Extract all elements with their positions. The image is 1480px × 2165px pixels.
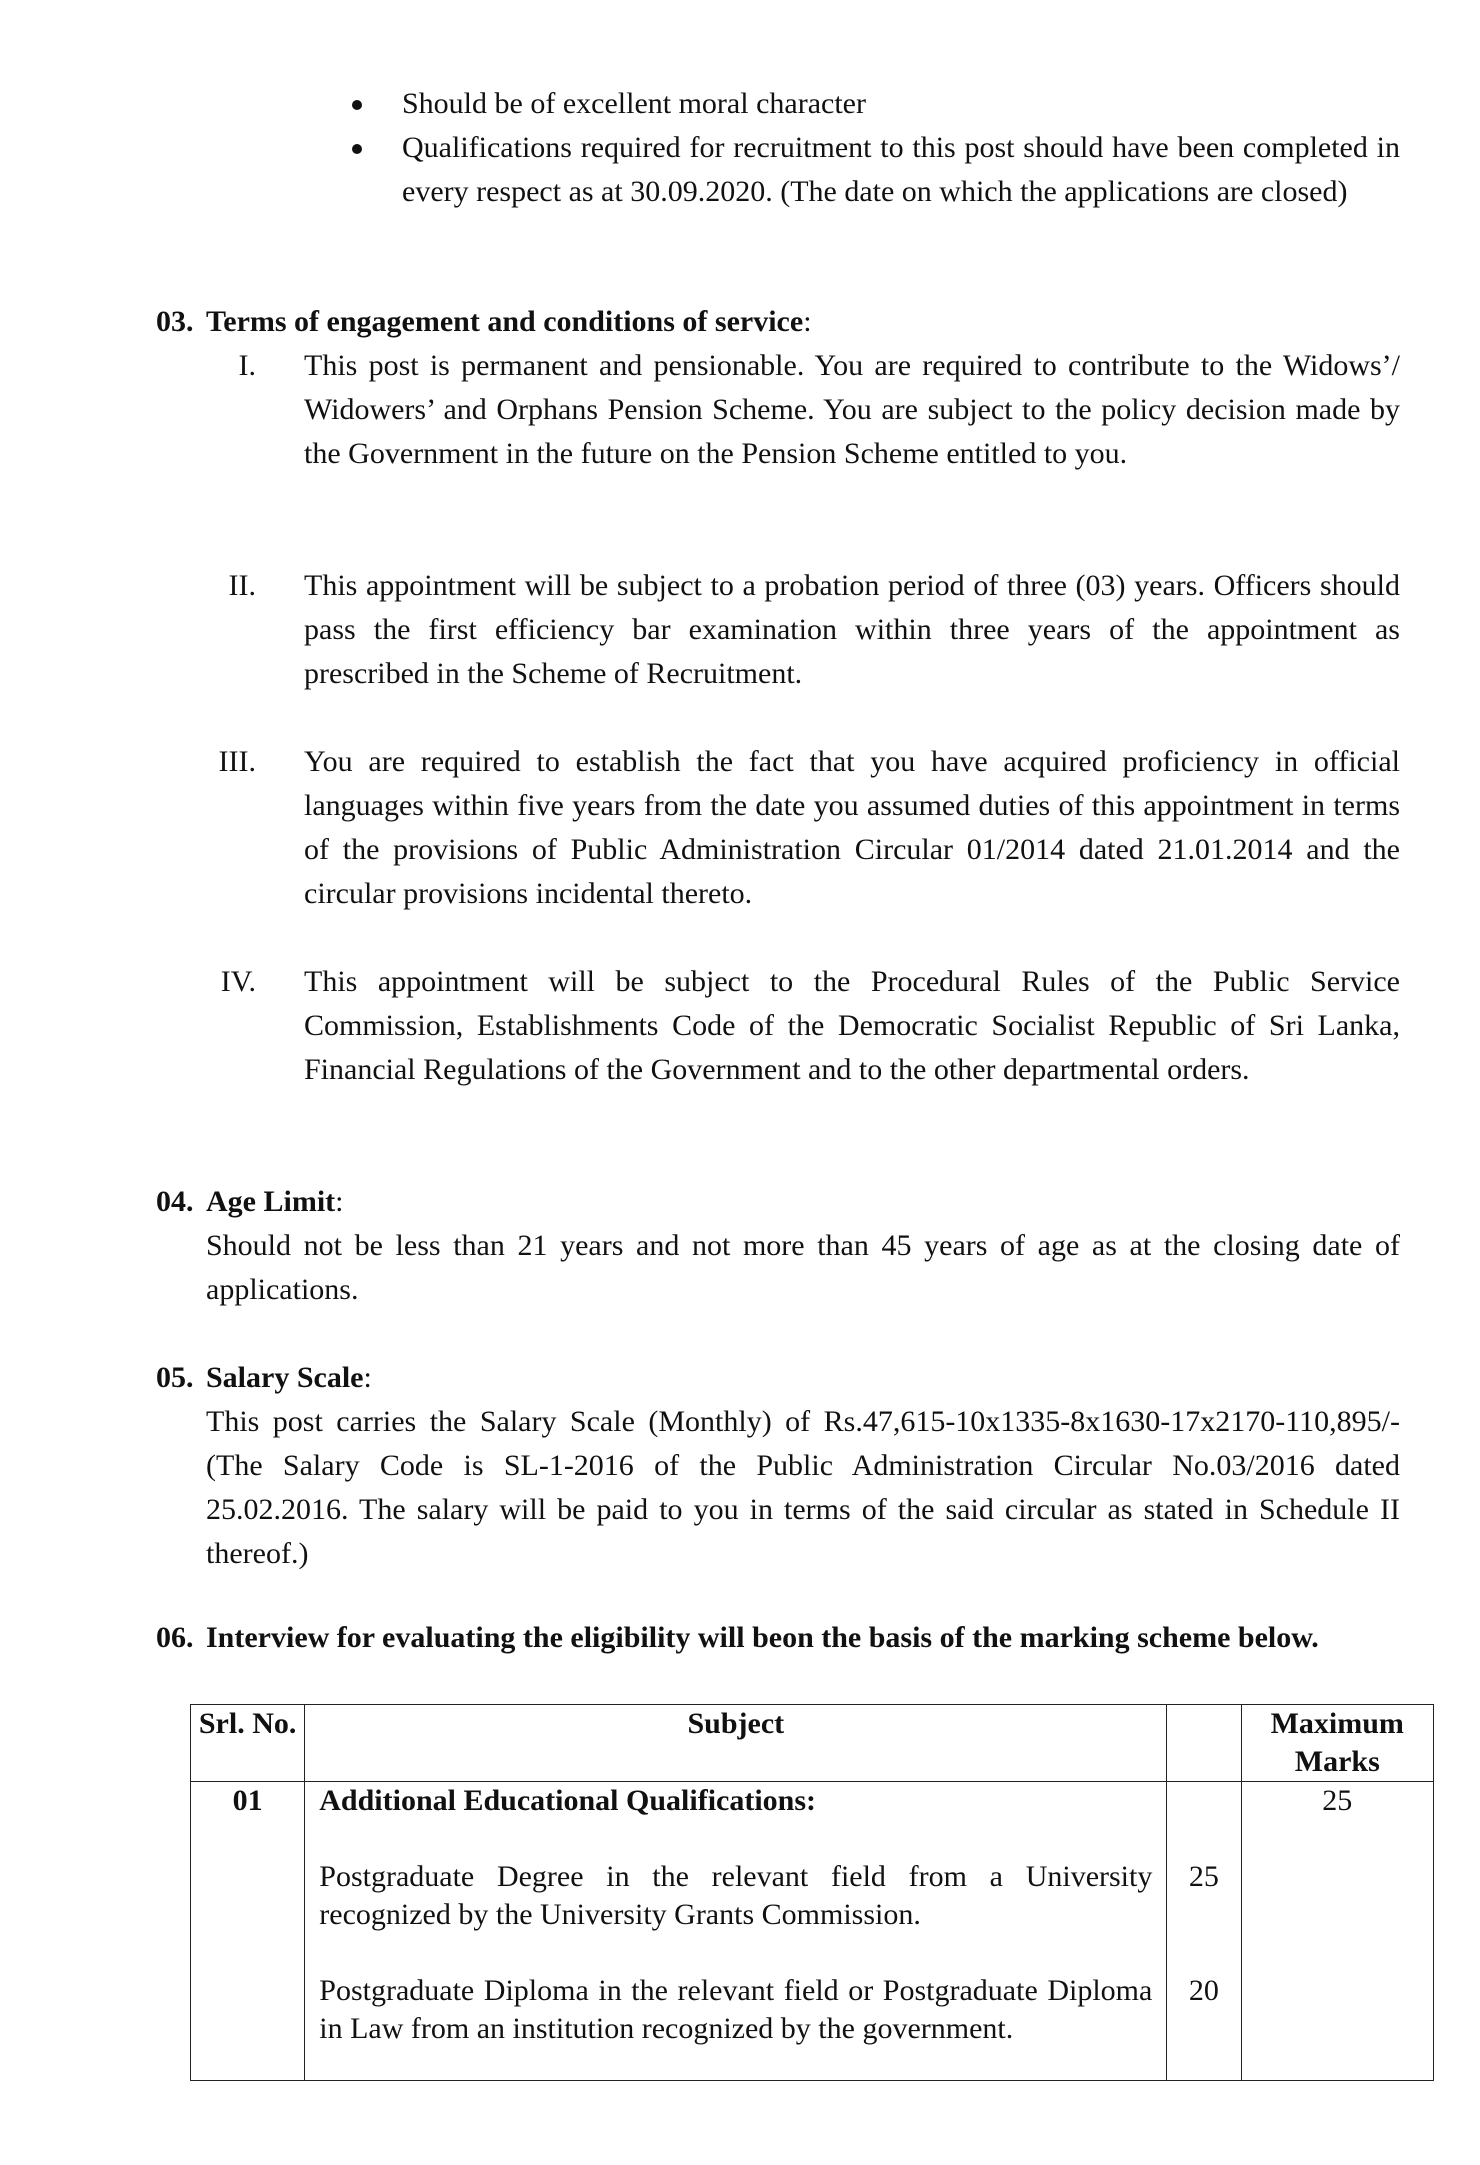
- heading-colon: :: [803, 305, 812, 338]
- section-number: 03.: [156, 305, 194, 338]
- header-srl-no: Srl. No.: [191, 1705, 305, 1782]
- qualification-bullets: [352, 82, 1400, 214]
- item-marks-value: 25: [1188, 1860, 1219, 1893]
- section-number: 05.: [156, 1361, 194, 1394]
- qualification-item: Postgraduate Degree in the relevant field from a University recognized by the University Grants Commission.: [319, 1860, 1153, 1931]
- row-item-marks: [1167, 1782, 1241, 2081]
- section-number: 04.: [156, 1185, 194, 1218]
- qualification-item: Postgraduate Diploma in the relevant field or Postgraduate Diploma in Law from an institution recognized by the government.: [319, 1974, 1153, 2045]
- age-limit-text: Should not be less than 21 years and not more than 45 years of age as at the closing date of applications.: [206, 1229, 1400, 1306]
- section-title: Salary Scale: [206, 1361, 364, 1394]
- section-heading-terms: [156, 300, 812, 344]
- section-number: 06.: [156, 1621, 194, 1654]
- section-heading-age-limit: [156, 1180, 343, 1224]
- section-title: Terms of engagement and conditions of service: [206, 305, 804, 338]
- bullet-dot-icon: [352, 100, 362, 110]
- header-sub-marks: [1167, 1705, 1241, 1782]
- header-subject: Subject: [305, 1705, 1167, 1782]
- roman-numeral: IV.: [220, 965, 256, 998]
- marking-scheme-table: [190, 1704, 1434, 2081]
- bullet-item: [352, 82, 1400, 126]
- roman-numeral: I.: [238, 349, 256, 382]
- section-title: Age Limit: [206, 1185, 336, 1218]
- table-row: [191, 1782, 1434, 2081]
- row-number: 01: [191, 1782, 305, 2081]
- header-max-marks: Maximum Marks: [1241, 1705, 1433, 1782]
- terms-item-text: This appointment will be subject to a probation period of three (03) years. Officers should pass the first efficiency bar examination within three years of the appointment as prescribed in the Scheme of Recruitment.: [304, 569, 1400, 690]
- salary-scale-text: This post carries the Salary Scale (Monthly) of Rs.47,615-10x1335-8x1630-17x2170-110,895/- (The Salary Code is SL-1-2016 of the Public Administration Circular No.03/2016 dated 25.02.2016. The salary will be paid to you in terms of the said circular as stated in Schedule II thereof.): [206, 1405, 1400, 1570]
- item-marks-value: 20: [1188, 1974, 1219, 2007]
- terms-item-text: This appointment will be subject to the Procedural Rules of the Public Service Commission, Establishments Code of the Democratic Socialist Republic of Sri Lanka, Financial Regulations of the Government and to the other departmental orders.: [304, 965, 1400, 1086]
- terms-item-text: This post is permanent and pensionable. You are required to contribute to the Widows’/ Widowers’ and Orphans Pension Scheme. You are subject to the policy decision made by the Government in the future on the Pension Scheme entitled to you.: [304, 349, 1400, 470]
- heading-colon: :: [335, 1185, 344, 1218]
- row-subject: [305, 1782, 1167, 2081]
- row-max-marks: 25: [1241, 1782, 1433, 2081]
- bullet-item: [352, 126, 1400, 214]
- heading-colon: :: [363, 1361, 372, 1394]
- bullet-dot-icon: [352, 144, 362, 154]
- interview-heading-text: Interview for evaluating the eligibility will beon the basis of the marking scheme below.: [206, 1621, 1319, 1654]
- roman-numeral: III.: [218, 745, 256, 778]
- bullet-text: Qualifications required for recruitment to this post should have been completed in every respect as at 30.09.2020. (The date on which the applications are closed): [402, 131, 1400, 208]
- row-subject-title: Additional Educational Qualifications:: [319, 1784, 817, 1817]
- terms-item-text: You are required to establish the fact that you have acquired proficiency in official languages within five years from the date you assumed duties of this appointment in terms of the provisions of Public Administration Circular 01/2014 dated 21.01.2014 and the circular provisions incidental thereto.: [304, 745, 1400, 910]
- section-heading-salary-scale: [156, 1356, 372, 1400]
- table-header-row: [191, 1705, 1434, 1782]
- roman-numeral: II.: [228, 569, 256, 602]
- bullet-text: Should be of excellent moral character: [402, 87, 866, 120]
